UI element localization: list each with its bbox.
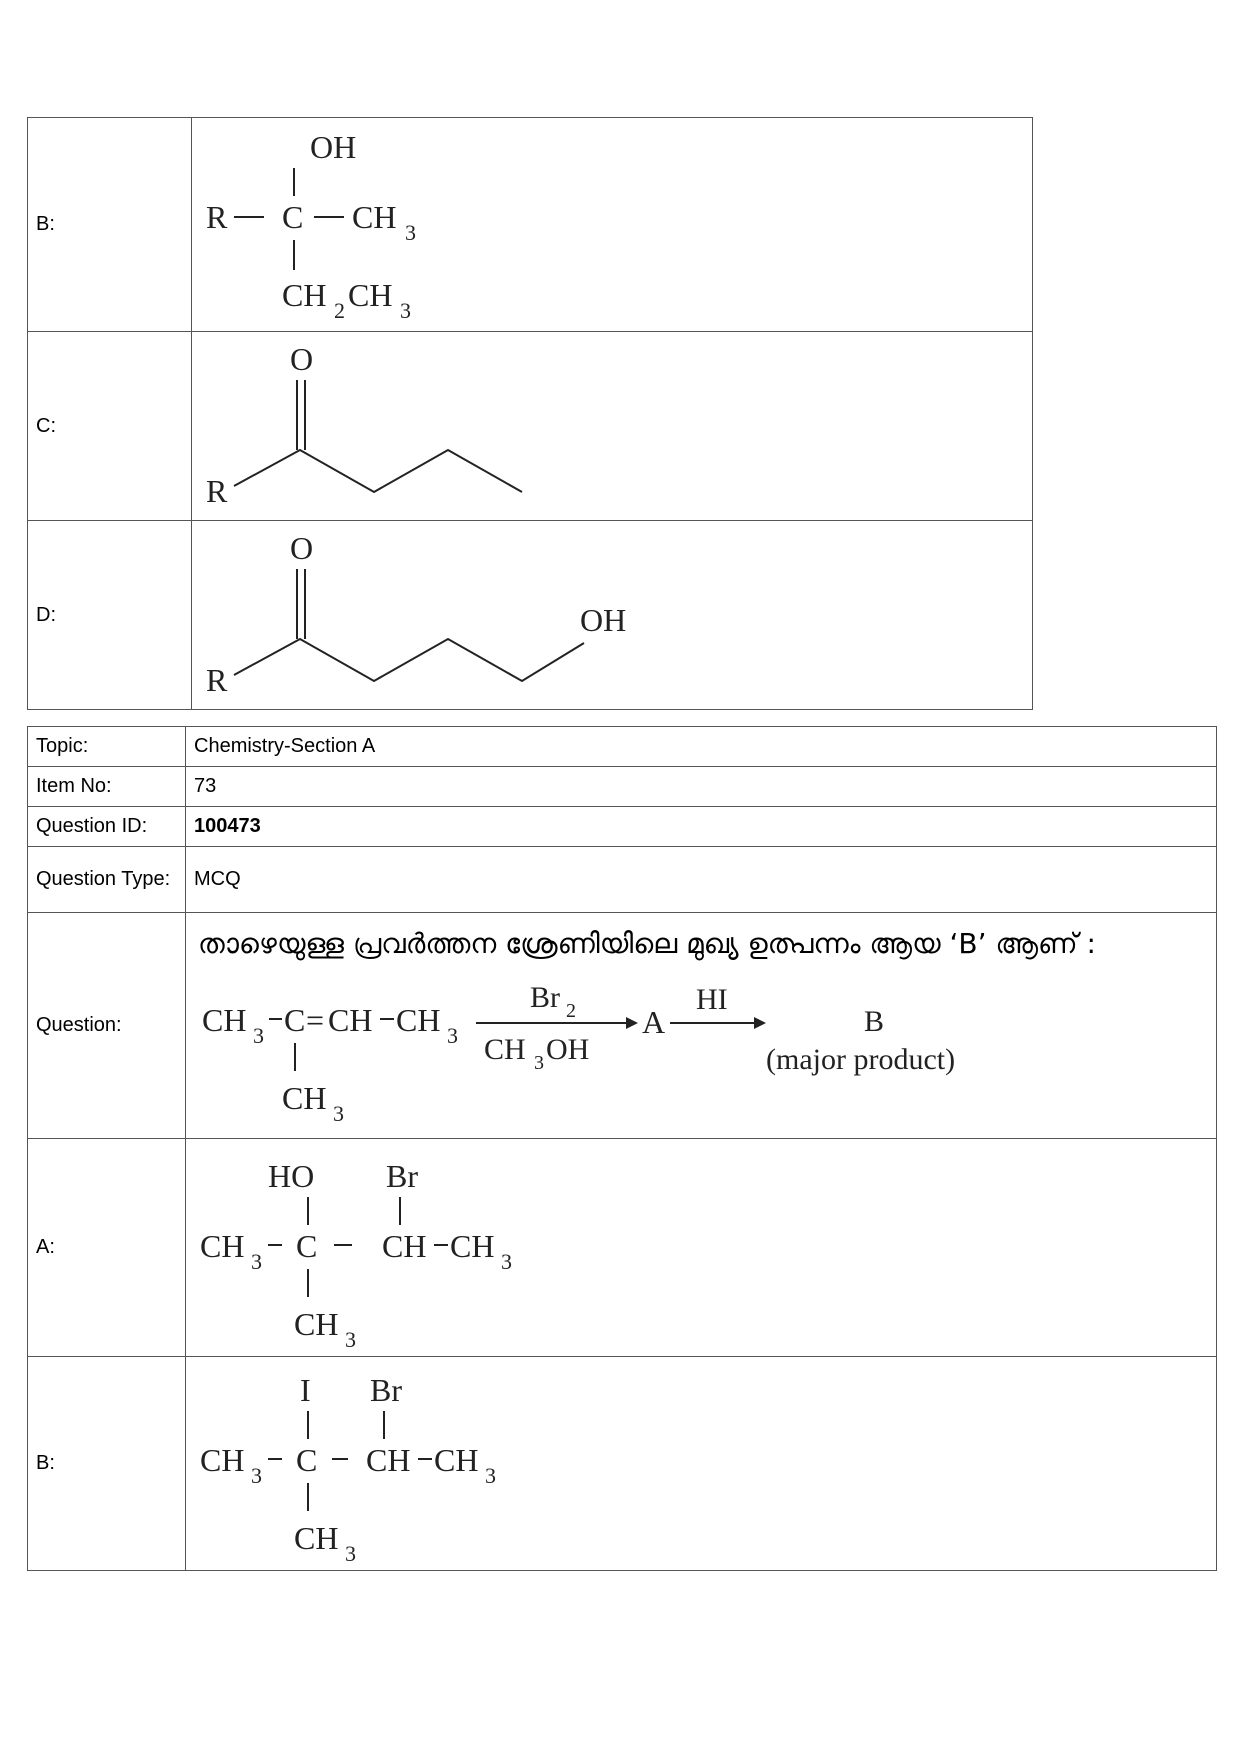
option-label: C: <box>28 332 192 521</box>
question-id-value: 100473 <box>186 807 1217 847</box>
option-label: B: <box>28 118 192 332</box>
option-a-structure <box>186 1139 1217 1357</box>
svg-text:=: = <box>306 1002 325 1038</box>
option-label: B: <box>28 1357 186 1571</box>
reactant-ch: CH <box>328 1002 373 1038</box>
option-label: D: <box>28 521 192 710</box>
option-label: A: <box>28 1139 186 1357</box>
reaction-scheme <box>186 961 1216 1131</box>
svg-text:CH: CH <box>382 1228 427 1264</box>
question-type-label: Question Type: <box>28 847 186 913</box>
reactant-ch3-branch: CH <box>282 1080 327 1116</box>
reactant-ch3: CH <box>202 1002 247 1038</box>
svg-text:3: 3 <box>501 1249 512 1274</box>
option-d-structure <box>192 521 1033 710</box>
formula-oh: OH <box>310 129 357 165</box>
formula-r: R <box>206 473 228 509</box>
formula-o: O <box>290 530 314 566</box>
product-b: B <box>864 1005 885 1038</box>
group-i: I <box>300 1372 311 1408</box>
svg-text:C: C <box>296 1228 318 1264</box>
options-table-top <box>27 117 1033 710</box>
question-text: താഴെയുള്ള പ്രവർത്തന ശ്രേണിയിലെ മുഖ്യ ഉത്പന്നം ആയ ‘B’ ആണ് : <box>198 927 1096 960</box>
svg-text:3: 3 <box>251 1249 262 1274</box>
question-id-label: Question ID: <box>28 807 186 847</box>
svg-text:3: 3 <box>253 1023 264 1048</box>
reagent-ch3oh: CH <box>484 1033 526 1066</box>
svg-text:OH: OH <box>546 1033 590 1066</box>
formula-c: C <box>282 199 304 235</box>
formula-sub: 2 <box>334 298 345 323</box>
option-c-structure <box>192 332 1033 521</box>
group-br: Br <box>386 1158 418 1194</box>
reagent-hi: HI <box>696 983 728 1016</box>
group-ho: HO <box>268 1158 315 1194</box>
formula-ch: CH <box>352 199 397 235</box>
reagent-br2: Br <box>530 981 560 1014</box>
formula-r: R <box>206 662 228 698</box>
question-table <box>27 726 1217 1571</box>
svg-text:3: 3 <box>345 1541 356 1565</box>
reactant-ch3: CH <box>396 1002 441 1038</box>
svg-text:3: 3 <box>333 1101 344 1126</box>
svg-text:CH: CH <box>294 1520 339 1556</box>
question-type-value: MCQ <box>186 847 1217 913</box>
item-no-label: Item No: <box>28 767 186 807</box>
svg-text:CH: CH <box>450 1228 495 1264</box>
svg-text:3: 3 <box>251 1463 262 1488</box>
product-note: (major product) <box>766 1043 956 1076</box>
formula-ch: CH <box>348 277 393 313</box>
svg-text:C: C <box>296 1442 318 1478</box>
svg-text:CH: CH <box>294 1306 339 1342</box>
svg-text:3: 3 <box>485 1463 496 1488</box>
svg-text:CH: CH <box>200 1228 245 1264</box>
item-no-value: 73 <box>186 767 1217 807</box>
group-br: Br <box>370 1372 402 1408</box>
svg-text:CH: CH <box>366 1442 411 1478</box>
reactant-c: C <box>284 1002 306 1038</box>
svg-text:3: 3 <box>447 1023 458 1048</box>
option-b2-structure <box>186 1357 1217 1571</box>
svg-text:2: 2 <box>566 1000 576 1022</box>
option-b-structure <box>192 118 1033 332</box>
formula-ch: CH <box>282 277 327 313</box>
formula-sub: 3 <box>400 298 411 323</box>
topic-value: Chemistry-Section A <box>186 727 1217 767</box>
intermediate-a: A <box>642 1004 666 1040</box>
formula-r: R <box>206 199 228 235</box>
topic-label: Topic: <box>28 727 186 767</box>
formula-sub: 3 <box>405 220 416 245</box>
svg-text:3: 3 <box>345 1327 356 1351</box>
svg-text:CH: CH <box>434 1442 479 1478</box>
formula-oh: OH <box>580 602 627 638</box>
svg-text:3: 3 <box>534 1052 544 1074</box>
question-content <box>186 913 1217 1139</box>
formula-o: O <box>290 341 314 377</box>
svg-text:CH: CH <box>200 1442 245 1478</box>
question-label: Question: <box>28 913 186 1139</box>
